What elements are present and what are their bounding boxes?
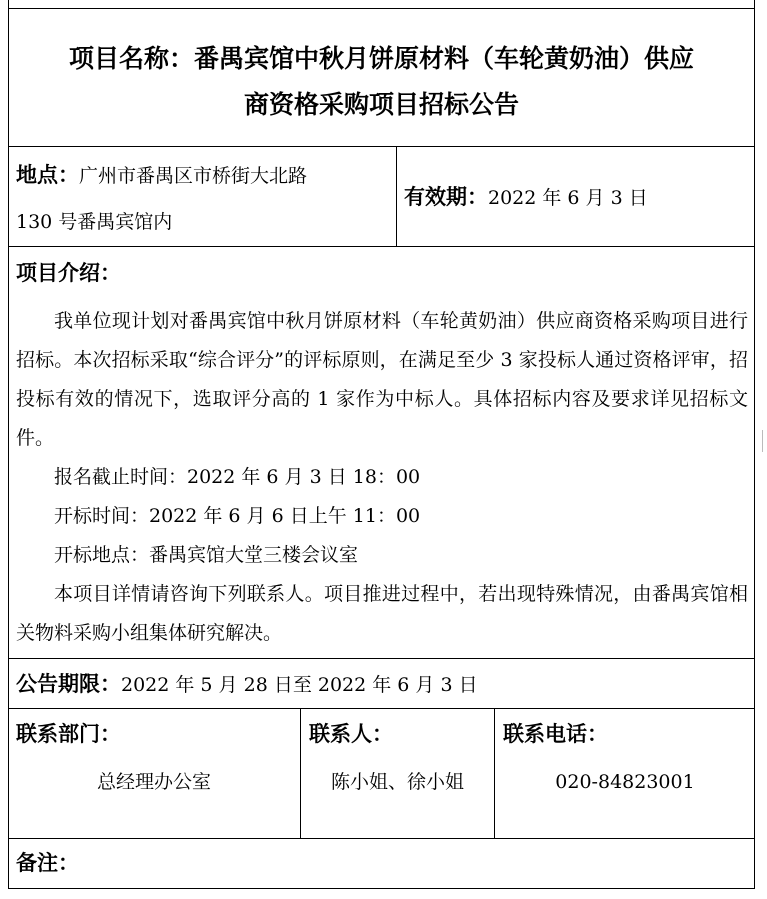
intro-deadline: 报名截止时间：2022 年 6 月 3 日 18：00	[54, 466, 421, 488]
notice-period-label: 公告期限：	[16, 672, 121, 696]
location-value-line2: 130 号番禺宾馆内	[16, 211, 173, 233]
contact-person-value: 陈小姐、徐小姐	[330, 771, 464, 793]
contact-person-label: 联系人：	[309, 722, 393, 746]
notice-period-cell	[16, 664, 748, 705]
page-title	[8, 36, 755, 128]
rule-after-contact	[8, 838, 755, 839]
title-label: 项目名称	[68, 44, 169, 73]
contact-phone-value: 020-84823001	[555, 771, 695, 793]
title-text-line1: 番禺宾馆中秋月饼原材料（车轮黄奶油）供应	[194, 44, 695, 73]
intro-open-time: 开标时间：2022 年 6 月 6 日上午 11：00	[54, 505, 421, 527]
divider-location-validity	[396, 146, 397, 246]
location-label: 地点：	[16, 163, 79, 187]
rule-top	[8, 8, 755, 9]
contact-phone-label: 联系电话：	[503, 722, 608, 746]
contact-dept-label: 联系部门：	[16, 722, 121, 746]
page-edge-mark	[762, 430, 763, 452]
intro-paragraph-2: 本项目详情请咨询下列联系人。项目推进过程中，若出现特殊情况，由番禺宾馆相关物料采购小组集体研究解决。	[16, 583, 748, 644]
notice-period-value: 2022 年 5 月 28 日至 2022 年 6 月 3 日	[121, 674, 478, 696]
rule-after-intro	[8, 658, 755, 659]
rule-after-title	[8, 146, 755, 147]
rule-after-location	[8, 246, 755, 247]
rule-bottom	[8, 888, 755, 889]
location-cell	[16, 152, 392, 245]
rule-after-notice	[8, 708, 755, 709]
title-colon: ：	[168, 44, 194, 73]
intro-paragraph-1: 我单位现计划对番禺宾馆中秋月饼原材料（车轮黄奶油）供应商资格采购项目进行招标。本次招标采取“综合评分”的评标原则，在满足至少 3 家投标人通过资格评审，招投标有效的情况下，选取评分高的 1 家作为中标人。具体招标内容及要求详见招标文件。	[16, 310, 748, 449]
intro-label: 项目介绍：	[16, 261, 121, 285]
validity-label: 有效期：	[404, 185, 488, 209]
intro-open-place: 开标地点：番禺宾馆大堂三楼会议室	[54, 544, 359, 566]
location-value-line1: 广州市番禺区市桥街大北路	[79, 165, 308, 187]
validity-cell	[404, 174, 749, 221]
intro-body	[16, 302, 748, 653]
remarks-label: 备注：	[16, 851, 79, 875]
validity-value: 2022 年 6 月 3 日	[488, 187, 648, 209]
contact-dept-value: 总经理办公室	[96, 771, 211, 793]
title-text-line2: 商资格采购项目招标公告	[243, 90, 519, 119]
